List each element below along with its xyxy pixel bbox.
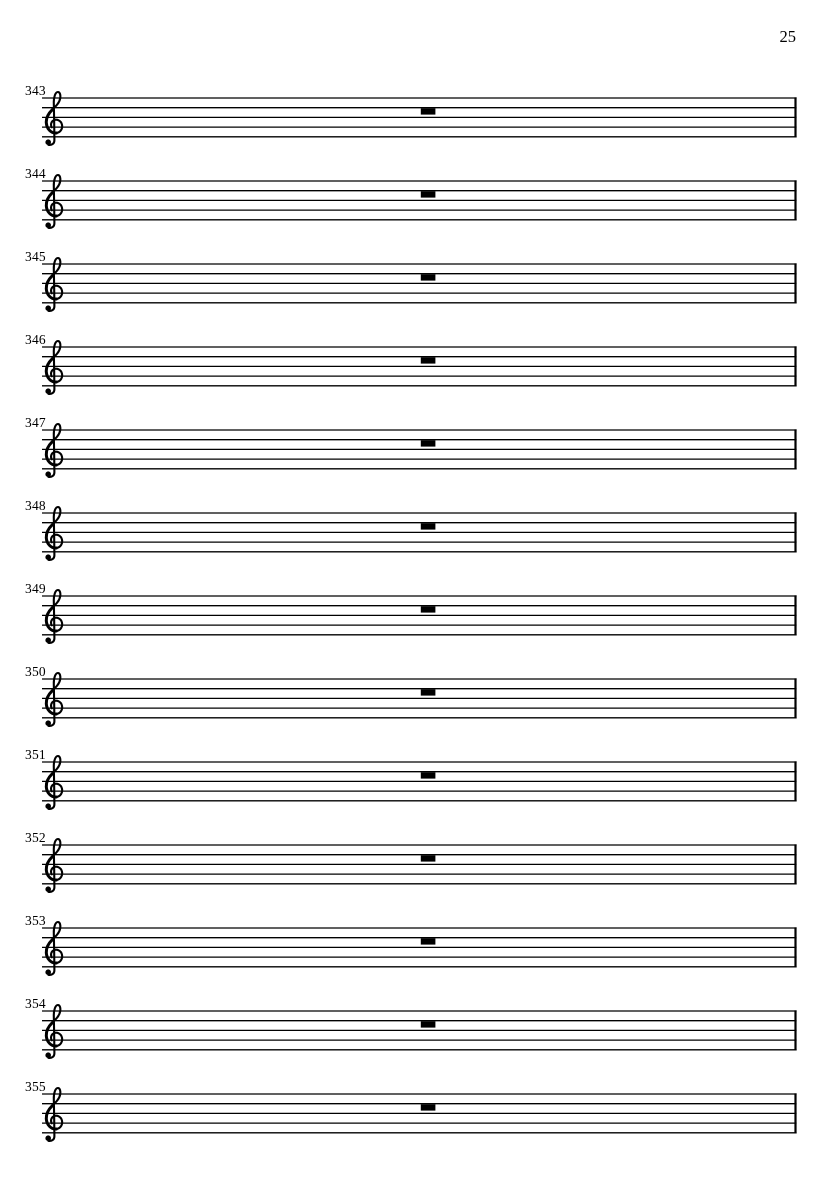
barline — [794, 263, 796, 303]
measure-number: 351 — [25, 747, 46, 762]
staff-system — [0, 416, 835, 486]
staff-notation — [0, 831, 835, 901]
staff-lines — [42, 98, 797, 137]
whole-rest-icon — [421, 772, 436, 778]
whole-rest-icon — [421, 440, 436, 446]
staff-system — [0, 1080, 835, 1150]
staff-notation — [0, 665, 835, 735]
staff-lines — [42, 1011, 797, 1050]
staff-lines — [42, 347, 797, 386]
whole-rest-icon — [421, 274, 436, 280]
whole-rest-icon — [421, 689, 436, 695]
whole-rest-icon — [421, 1104, 436, 1110]
staff-notation — [0, 499, 835, 569]
staff-notation — [0, 748, 835, 818]
measure-number: 343 — [25, 83, 46, 98]
staff-system — [0, 250, 835, 320]
measure-number: 344 — [25, 166, 46, 181]
whole-rest-icon — [421, 357, 436, 363]
staff-notation — [0, 914, 835, 984]
measure-number: 348 — [25, 498, 46, 513]
whole-rest-icon — [421, 606, 436, 612]
whole-rest-icon — [421, 523, 436, 529]
staff-system — [0, 748, 835, 818]
staff-notation — [0, 333, 835, 403]
measure-number: 352 — [25, 830, 46, 845]
staff-lines — [42, 762, 797, 801]
staff-notation — [0, 997, 835, 1067]
whole-rest-icon — [421, 1021, 436, 1027]
measure-number: 349 — [25, 581, 46, 596]
page-number: 25 — [779, 27, 796, 46]
staff-lines — [42, 430, 797, 469]
measure-number: 347 — [25, 415, 46, 430]
staff-lines — [42, 845, 797, 884]
barline — [794, 97, 796, 137]
barline — [794, 844, 796, 884]
staff-lines — [42, 679, 797, 718]
measure-number: 350 — [25, 664, 46, 679]
staff-system — [0, 831, 835, 901]
measure-number: 346 — [25, 332, 46, 347]
staff-system — [0, 333, 835, 403]
barline — [794, 1010, 796, 1050]
staff-system — [0, 499, 835, 569]
staff-system — [0, 84, 835, 154]
measure-number: 345 — [25, 249, 46, 264]
measure-number: 353 — [25, 913, 46, 928]
whole-rest-icon — [421, 938, 436, 944]
whole-rest-icon — [421, 855, 436, 861]
whole-rest-icon — [421, 191, 436, 197]
measure-number: 355 — [25, 1079, 46, 1094]
staff-system — [0, 167, 835, 237]
staff-notation — [0, 1080, 835, 1150]
barline — [794, 429, 796, 469]
barline — [794, 1093, 796, 1133]
barline — [794, 512, 796, 552]
barline — [794, 678, 796, 718]
barline — [794, 180, 796, 220]
whole-rest-icon — [421, 108, 436, 114]
staff-notation — [0, 84, 835, 154]
staff-lines — [42, 513, 797, 552]
staff-notation — [0, 416, 835, 486]
staff-lines — [42, 264, 797, 303]
barline — [794, 595, 796, 635]
barline — [794, 927, 796, 967]
barline — [794, 346, 796, 386]
staff-lines — [42, 1094, 797, 1133]
staff-lines — [42, 928, 797, 967]
staff-system — [0, 582, 835, 652]
staff-notation — [0, 582, 835, 652]
staff-system — [0, 914, 835, 984]
measure-number: 354 — [25, 996, 46, 1011]
staff-system — [0, 665, 835, 735]
staff-lines — [42, 596, 797, 635]
staff-lines — [42, 181, 797, 220]
staff-system — [0, 997, 835, 1067]
staff-notation — [0, 250, 835, 320]
staff-notation — [0, 167, 835, 237]
barline — [794, 761, 796, 801]
